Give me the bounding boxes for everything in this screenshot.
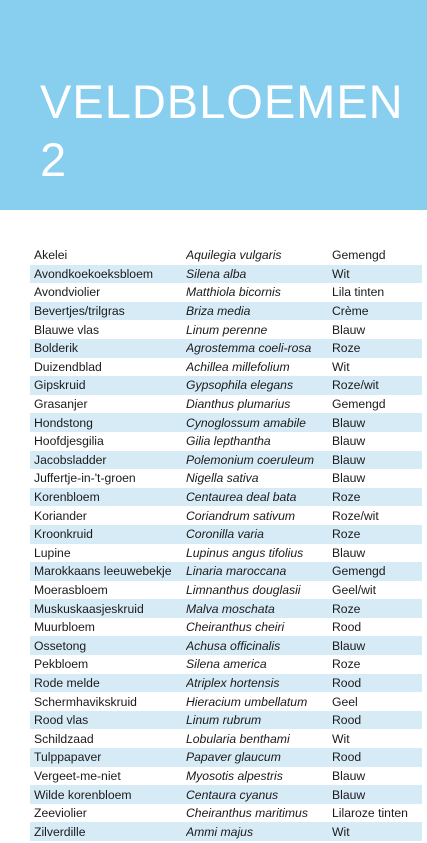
flower-color: Blauw [332, 322, 366, 337]
flower-name: Hoofdjesgilia [34, 434, 104, 449]
flower-name: Moerasbloem [34, 582, 108, 597]
flower-color: Crème [332, 304, 369, 319]
flower-name: Bolderik [34, 341, 79, 356]
latin-name: Atriplex hortensis [186, 675, 280, 690]
table-row [30, 432, 422, 451]
flower-color: Wit [332, 731, 350, 746]
table-row [30, 618, 422, 637]
table-row [30, 246, 422, 265]
table-row [30, 469, 422, 488]
flower-name: Schildzaad [34, 731, 94, 746]
latin-name: Achillea millefolium [186, 359, 290, 374]
table-row [30, 748, 422, 767]
table-row [30, 506, 422, 525]
flower-color: Blauw [332, 545, 366, 560]
flower-color: Blauw [332, 471, 366, 486]
flower-color: Blauw [332, 452, 366, 467]
latin-name: Centaurea deal bata [186, 490, 297, 505]
table-row [30, 636, 422, 655]
table-row [30, 729, 422, 748]
flower-name: Juffertje-in-'t-groen [34, 471, 136, 486]
flower-name: Bevertjes/trilgras [34, 304, 125, 319]
flower-color: Gemengd [332, 397, 386, 412]
latin-name: Achusa officinalis [186, 638, 281, 653]
latin-name: Polemonium coeruleum [186, 452, 315, 467]
flower-color: Wit [332, 359, 350, 374]
table-row [30, 785, 422, 804]
flower-name: Blauwe vlas [34, 322, 100, 337]
table-row [30, 822, 422, 841]
latin-name: Linum perenne [186, 322, 268, 337]
flower-name: Kroonkruid [34, 527, 93, 542]
table-row [30, 395, 422, 414]
flower-name: Avondviolier [34, 285, 101, 300]
latin-name: Centaura cyanus [186, 787, 279, 802]
latin-name: Silena alba [186, 266, 247, 281]
flower-color: Lilaroze tinten [332, 806, 408, 821]
latin-name: Cynoglossum amabile [186, 415, 306, 430]
latin-name: Lobularia benthami [186, 731, 290, 746]
flower-name: Avondkoekoeksbloem [34, 266, 154, 281]
flower-color: Roze [332, 341, 361, 356]
flower-color: Blauw [332, 787, 366, 802]
flower-name: Schermhavikskruid [34, 694, 137, 709]
table-row [30, 358, 422, 377]
latin-name: Briza media [186, 304, 251, 319]
flower-name: Rood vlas [34, 713, 89, 728]
flower-color: Roze/wit [332, 508, 379, 523]
latin-name: Ammi majus [186, 824, 254, 839]
flower-color: Roze [332, 601, 361, 616]
flower-name: Muurbloem [34, 620, 95, 635]
table-row [30, 544, 422, 563]
flower-name: Vergeet-me-niet [34, 768, 121, 783]
flower-name: Hondstong [34, 415, 93, 430]
table-row [30, 767, 422, 786]
latin-name: Silena america [186, 657, 267, 672]
table-row [30, 283, 422, 302]
flower-name: Marokkaans leeuwebekje [34, 564, 172, 579]
table-row [30, 376, 422, 395]
flower-color: Rood [332, 713, 362, 728]
flower-color: Roze/wit [332, 378, 379, 393]
flower-name: Akelei [34, 248, 68, 263]
latin-name: Dianthus plumarius [186, 397, 291, 412]
table-row [30, 655, 422, 674]
latin-name: Cheiranthus maritimus [186, 806, 308, 821]
latin-name: Gypsophila elegans [186, 378, 294, 393]
table-row [30, 692, 422, 711]
flower-name: Rode melde [34, 675, 100, 690]
flower-color: Rood [332, 620, 362, 635]
flower-color: Gemengd [332, 248, 386, 263]
table-row [30, 302, 422, 321]
latin-name: Myosotis alpestris [186, 768, 283, 783]
table-row [30, 320, 422, 339]
latin-name: Agrostemma coeli-rosa [186, 341, 312, 356]
latin-name: Matthiola bicornis [186, 285, 281, 300]
table-row [30, 451, 422, 470]
flower-name: Jacobsladder [34, 452, 107, 467]
flower-name: Duizendblad [34, 359, 102, 374]
table-row [30, 674, 422, 693]
table-row [30, 581, 422, 600]
flower-color: Rood [332, 675, 362, 690]
flower-color: Blauw [332, 768, 366, 783]
latin-name: Malva moschata [186, 601, 275, 616]
latin-name: Nigella sativa [186, 471, 259, 486]
flower-color: Geel [332, 694, 358, 709]
flower-color: Roze [332, 657, 361, 672]
latin-name: Cheiranthus cheiri [186, 620, 285, 635]
header-banner [0, 0, 427, 210]
table-row [30, 562, 422, 581]
flower-color: Geel/wit [332, 582, 377, 597]
flower-name: Zilverdille [34, 824, 86, 839]
page-title: VELDBLOEMEN 2 [40, 75, 404, 186]
latin-name: Aquilegia vulgaris [186, 248, 282, 263]
table-row [30, 711, 422, 730]
latin-name: Linaria maroccana [186, 564, 287, 579]
table-row [30, 265, 422, 284]
flower-name: Korenbloem [34, 490, 100, 505]
flower-color: Blauw [332, 415, 366, 430]
table-row [30, 804, 422, 823]
table-row [30, 599, 422, 618]
flower-name: Grasanjer [34, 397, 88, 412]
flower-color: Roze [332, 490, 361, 505]
latin-name: Coriandrum sativum [186, 508, 296, 523]
latin-name: Gilia lepthantha [186, 434, 271, 449]
flower-name: Pekbloem [34, 657, 89, 672]
flower-color: Wit [332, 824, 350, 839]
latin-name: Coronilla varia [186, 527, 264, 542]
flower-name: Gipskruid [34, 378, 86, 393]
table-row [30, 339, 422, 358]
flower-color: Blauw [332, 638, 366, 653]
flower-name: Tulppapaver [34, 750, 102, 765]
flower-table [30, 246, 422, 841]
latin-name: Limnanthus douglasii [186, 582, 301, 597]
table-row [30, 413, 422, 432]
flower-name: Zeeviolier [34, 806, 87, 821]
latin-name: Lupinus angus tifolius [186, 545, 304, 560]
table-row [30, 488, 422, 507]
flower-name: Ossetong [34, 638, 87, 653]
flower-color: Roze [332, 527, 361, 542]
flower-color: Wit [332, 266, 350, 281]
latin-name: Papaver glaucum [186, 750, 281, 765]
flower-name: Koriander [34, 508, 87, 523]
flower-color: Rood [332, 750, 362, 765]
flower-color: Gemengd [332, 564, 386, 579]
latin-name: Linum rubrum [186, 713, 262, 728]
table-row [30, 525, 422, 544]
flower-color: Lila tinten [332, 285, 385, 300]
flower-name: Wilde korenbloem [34, 787, 132, 802]
flower-color: Blauw [332, 434, 366, 449]
flower-name: Muskuskaasjeskruid [34, 601, 144, 616]
flower-name: Lupine [34, 545, 71, 560]
latin-name: Hieracium umbellatum [186, 694, 308, 709]
